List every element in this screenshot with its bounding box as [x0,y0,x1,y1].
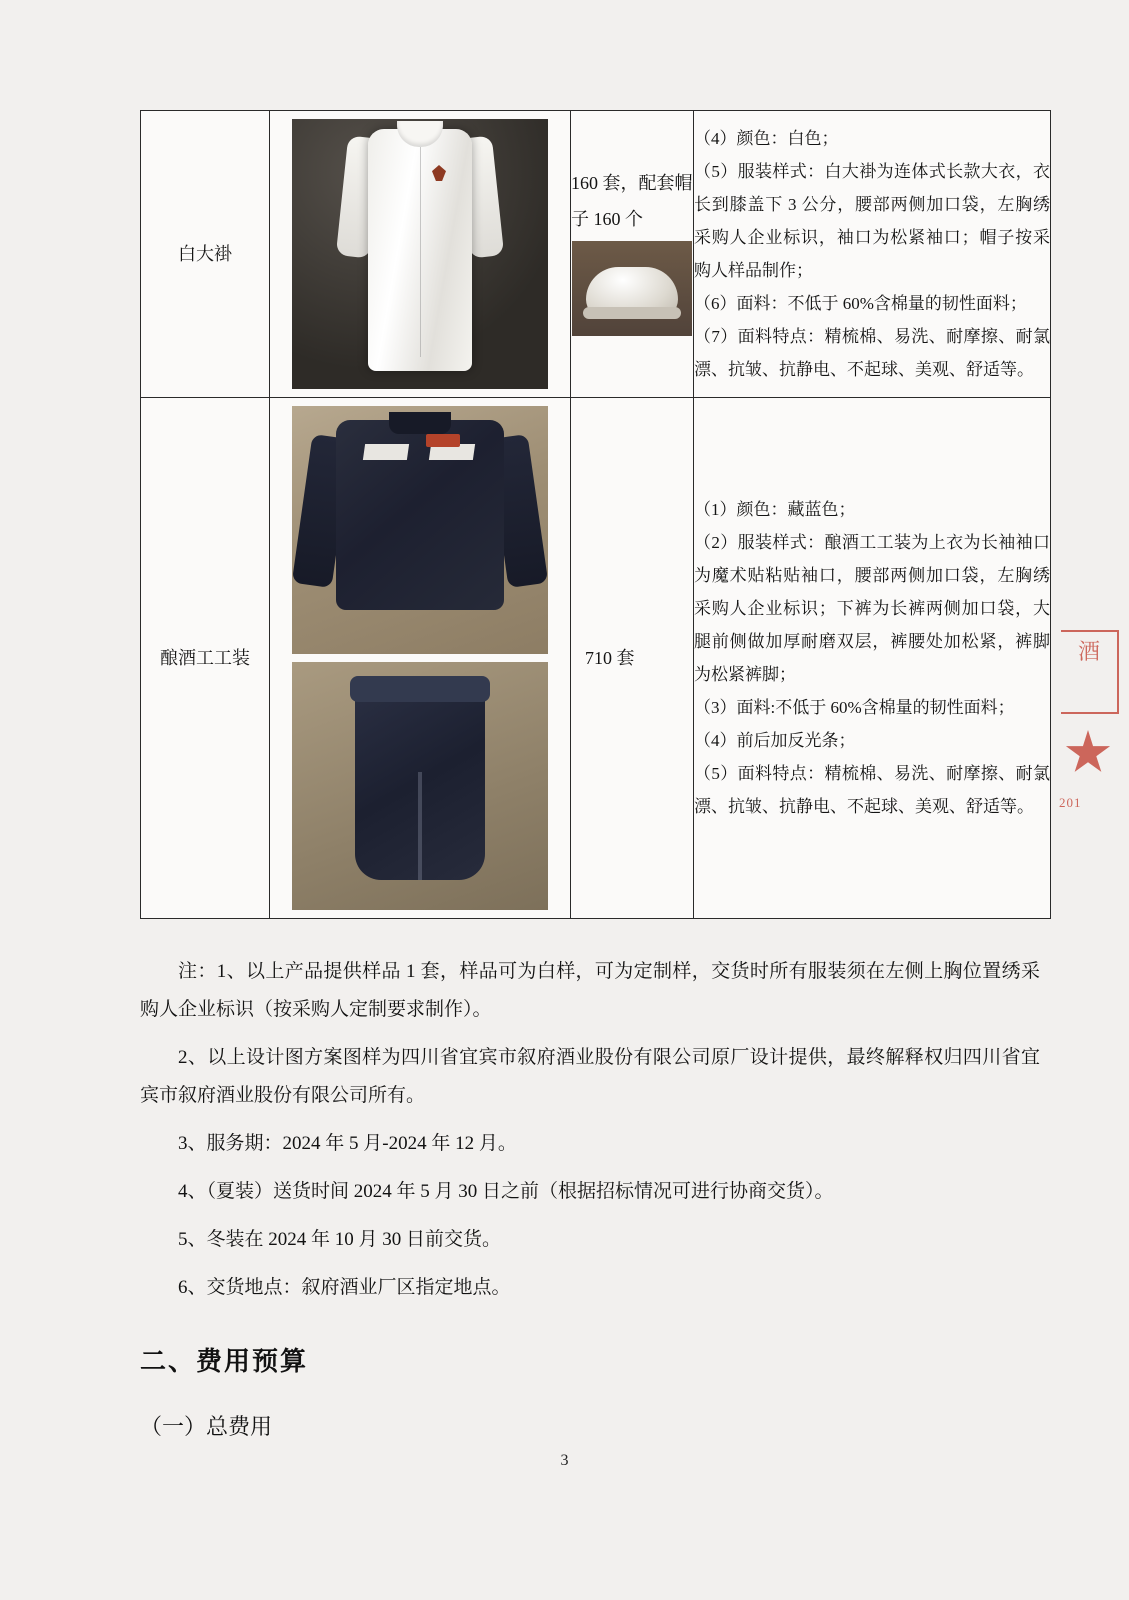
product-image-cell [270,111,571,398]
pants-waistband [350,676,490,702]
description-line: （4）颜色：白色； [694,129,839,148]
quantity-cell: 710 套 [571,398,694,919]
table-row [141,398,1051,919]
note-item: 注：1、以上产品提供样品 1 套，样品可为白样，可为定制样，交货时所有服装须在左侧上胸位置绣采购人企业标识（按采购人定制要求制作）。 [140,961,1040,1020]
quantity-text: 160 套，配套帽子 160 个 [571,172,693,229]
description-line: （4）前后加反光条； [694,731,856,750]
product-name-cell: 白大褂 [141,111,270,398]
section-heading: 二、费用预算 [140,1347,309,1377]
product-name-cell: 酿酒工工装 [141,398,270,919]
note-item: 4、（夏装）送货时间 2024 年 5 月 30 日之前（根据招标情况可进行协商交货）。 [178,1181,834,1202]
page-number: 3 [560,1452,569,1469]
note-item: 5、冬装在 2024 年 10 月 30 日前交货。 [178,1229,502,1250]
jacket-logo-icon [426,434,460,447]
star-icon [1065,730,1111,776]
description-cell [694,111,1051,398]
note-item: 2、以上设计图方案图样为四川省宜宾市叙府酒业股份有限公司原厂设计提供，最终解释权归四川省宜宾市叙府酒业股份有限公司所有。 [140,1047,1040,1106]
white-coat-photo [292,119,548,389]
description-line: （7）面料特点：精梳棉、易洗、耐摩擦、耐氯漂、抗皱、抗静电、不起球、美观、舒适等。 [694,327,1050,379]
description-cell [694,398,1051,919]
quantity-cell [571,111,694,398]
seal-text: 酒 [1061,630,1119,714]
navy-pants-photo [292,662,548,910]
note-item: 6、交货地点：叙府酒业厂区指定地点。 [178,1277,511,1298]
navy-jacket-photo [292,406,548,654]
seal-date: 201 [1059,795,1082,810]
red-seal-stamp [1055,630,1125,870]
description-line: （6）面料：不低于 60%含棉量的韧性面料； [694,294,1027,313]
note-item: 3、服务期：2024 年 5 月-2024 年 12 月。 [178,1133,517,1154]
description-line: （5）服装样式：白大褂为连体式长款大衣，衣长到膝盖下 3 公分，腰部两侧加口袋，左胸绣采购人企业标识，袖口为松紧袖口；帽子按采购人样品制作； [694,162,1050,280]
jacket-collar [389,412,451,434]
notes-section [140,953,1040,1307]
jacket-reflective-strip-left [363,444,409,460]
coat-button-line [420,147,421,357]
page-content [140,110,1050,1441]
product-image-cell [270,398,571,919]
pants-inseam [418,772,422,880]
description-line: （5）面料特点：精梳棉、易洗、耐摩擦、耐氯漂、抗皱、抗静电、不起球、美观、舒适等。 [694,764,1050,816]
white-cap-photo [572,241,692,336]
description-line: （2）服装样式：酿酒工工装为上衣为长袖袖口为魔术贴粘贴袖口，腰部两侧加口袋，左胸绣采购人企业标识；下裤为长裤两侧加口袋，大腿前侧做加厚耐磨双层，裤腰处加松紧，裤脚为松紧裤脚； [694,533,1050,684]
description-line: （3）面料:不低于 60%含棉量的韧性面料； [694,698,1015,717]
cap-band [583,307,681,319]
jacket-body [336,420,504,610]
specification-table [140,110,1051,919]
description-line: （1）颜色：藏蓝色； [694,500,856,519]
section-subheading: （一）总费用 [140,1414,273,1439]
table-row [141,111,1051,398]
